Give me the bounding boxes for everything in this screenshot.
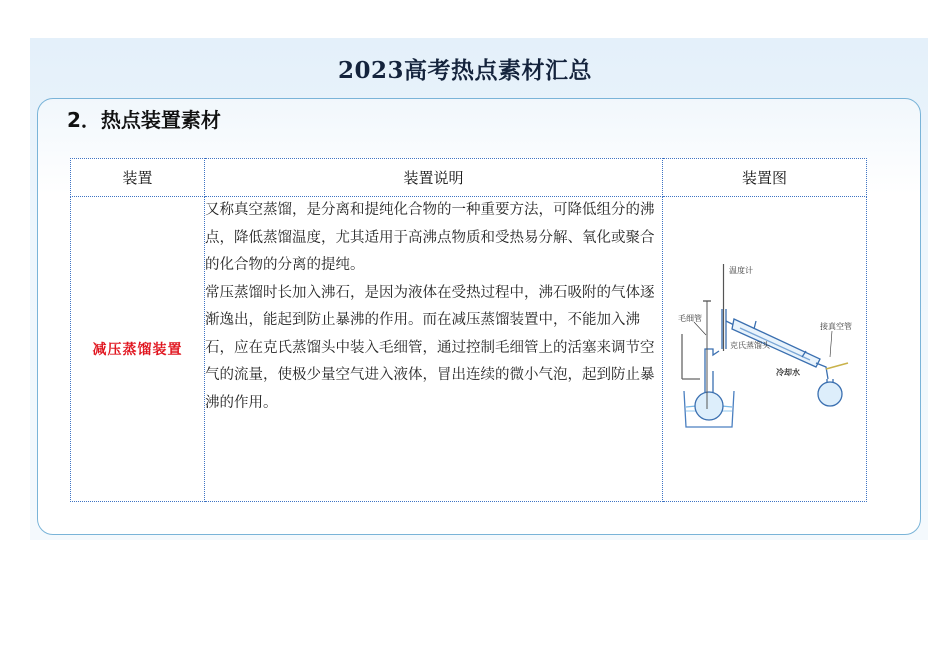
- label-vacuum-tube: 接真空管: [819, 322, 852, 331]
- vacuum-distillation-apparatus-image: [670, 259, 860, 439]
- description-paragraph: 又称真空蒸馏，是分离和提纯化合物的一种重要方法，可降低组分的沸点，降低蒸馏温度，尤其适用于高沸点物质和受热易分解、氧化或聚合的化合物的分离的提纯。: [205, 202, 655, 273]
- column-header-description: 装置说明: [205, 159, 663, 197]
- label-claisen-head: 克氏蒸馏头: [729, 341, 770, 350]
- label-cooling-water: 冷却水: [775, 368, 800, 377]
- device-diagram-cell: [663, 197, 867, 502]
- device-description: [205, 197, 663, 502]
- apparatus-table: [70, 158, 867, 502]
- label-capillary: 毛细管: [677, 314, 702, 323]
- description-paragraph: 常压蒸馏时长加入沸石，是因为液体在受热过程中，沸石吸附的气体逐渐逸出，能起到防止暴沸的作用。而在减压蒸馏装置中，不能加入沸石，应在克氏蒸馏头中装入毛细管，通过控制毛细管上的活塞来调节空气的流量，使极少量空气进入液体，冒出连续的微小气泡，起到防止暴沸的作用。: [205, 284, 655, 411]
- page-title: 2023高考热点素材汇总: [337, 57, 592, 84]
- column-header-diagram: 装置图: [663, 159, 867, 197]
- label-thermometer: 温度计: [728, 266, 753, 275]
- device-name: 减压蒸馏装置: [71, 197, 205, 502]
- table-header-row: [71, 159, 867, 197]
- table-row: [71, 197, 867, 502]
- column-header-device: 装置: [71, 159, 205, 197]
- section-title: 2．热点装置素材: [67, 108, 221, 132]
